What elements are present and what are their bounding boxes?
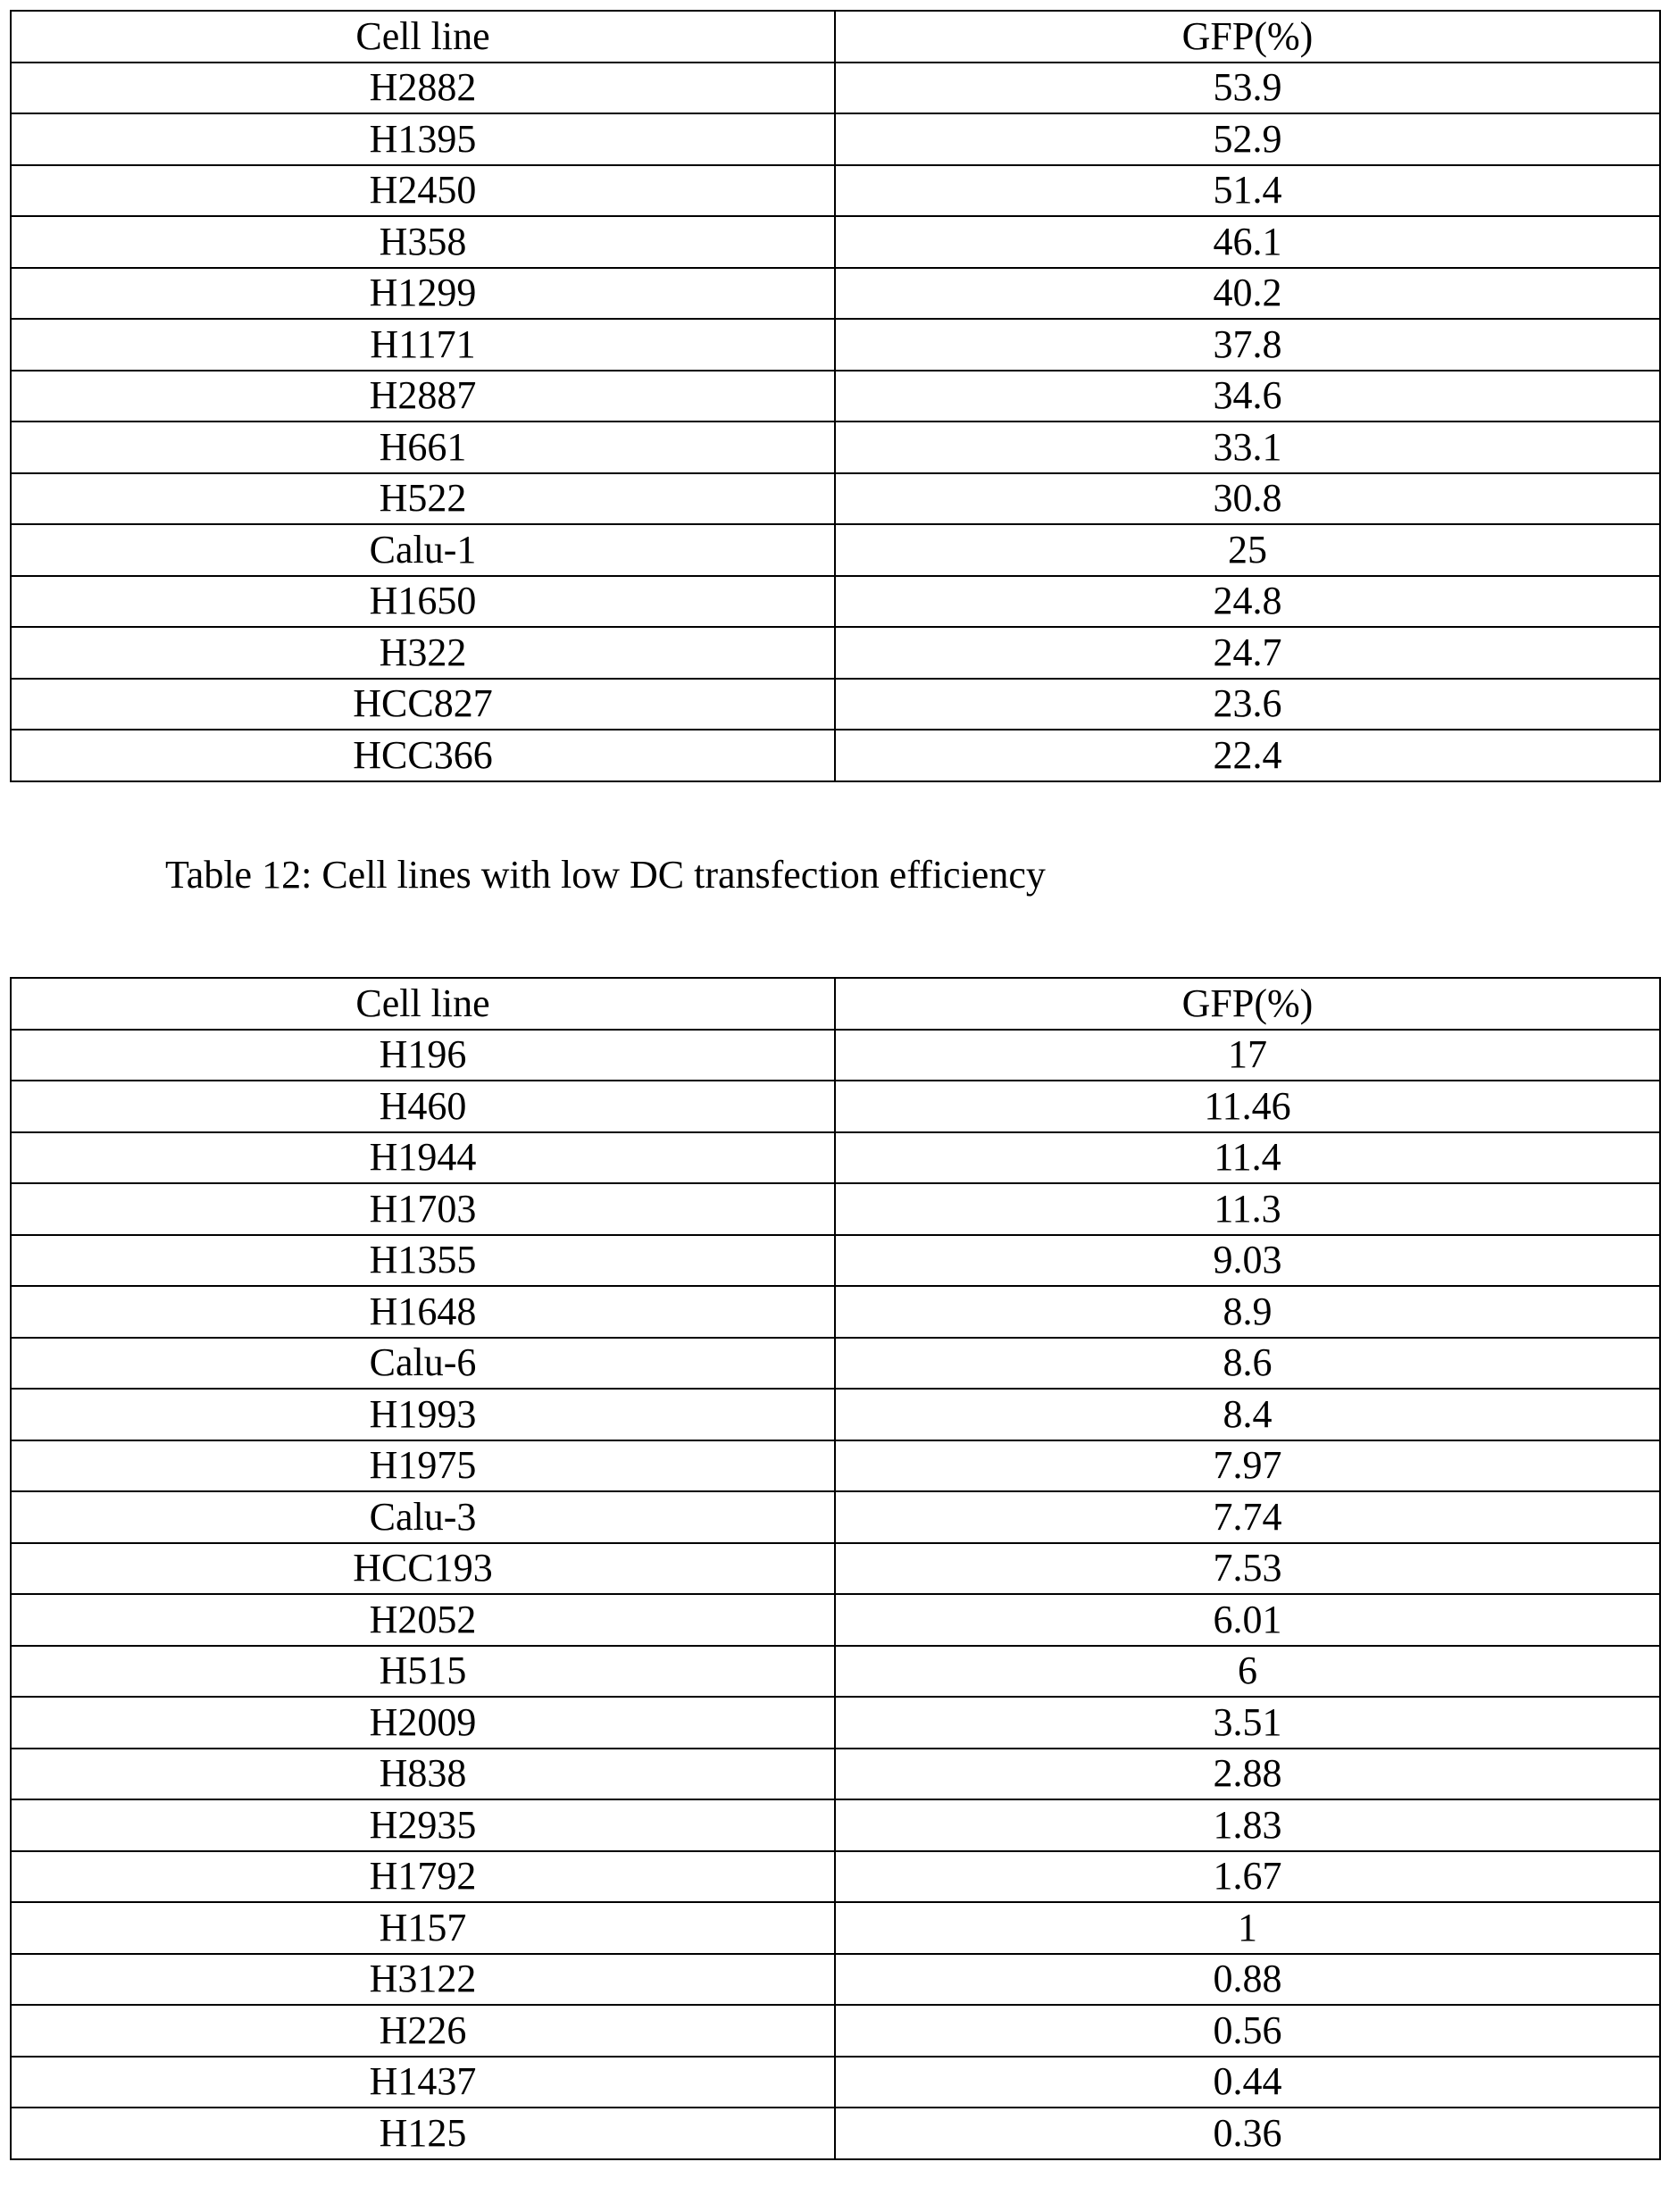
gfp-value: 37.8 [835,319,1660,371]
gfp-value: 7.97 [835,1440,1660,1492]
gfp-value: 0.56 [835,2005,1660,2057]
table-row [11,2005,1660,2057]
table-row [11,1954,1660,2006]
gfp-value: 1 [835,1902,1660,1954]
gfp-value: 6.01 [835,1594,1660,1646]
gfp-value: 7.74 [835,1491,1660,1543]
cell-line-value: HCC827 [11,679,835,730]
gfp-value: 6 [835,1646,1660,1698]
table-row [11,216,1660,268]
table-row [11,1286,1660,1338]
cell-line-value: H2882 [11,63,835,114]
table-row [11,473,1660,525]
high-efficiency-table [10,10,1661,782]
gfp-value: 30.8 [835,473,1660,525]
gfp-value: 11.4 [835,1132,1660,1184]
cell-line-value: Calu-1 [11,524,835,576]
cell-line-value: H1437 [11,2057,835,2108]
cell-line-value: Calu-6 [11,1338,835,1390]
gfp-value: 17 [835,1030,1660,1081]
table-row [11,422,1660,473]
table-row [11,1491,1660,1543]
gfp-value: 0.36 [835,2108,1660,2159]
table-row [11,1697,1660,1749]
table-row [11,1594,1660,1646]
cell-line-value: H1171 [11,319,835,371]
gfp-value: 40.2 [835,268,1660,320]
cell-line-value: H661 [11,422,835,473]
gfp-value: 7.53 [835,1543,1660,1595]
cell-line-value: H2887 [11,371,835,422]
gfp-value: 34.6 [835,371,1660,422]
column-header-cell-line: Cell line [11,978,835,1030]
cell-line-value: H226 [11,2005,835,2057]
column-header-gfp: GFP(%) [835,11,1660,63]
cell-line-value: H2935 [11,1799,835,1851]
gfp-value: 8.4 [835,1389,1660,1440]
cell-line-value: H2450 [11,165,835,217]
cell-line-value: H1703 [11,1183,835,1235]
table-header-row [11,11,1660,63]
gfp-value: 23.6 [835,679,1660,730]
table-row [11,1902,1660,1954]
table-row [11,319,1660,371]
high-efficiency-table-body [11,11,1660,781]
table-row [11,627,1660,679]
gfp-value: 22.4 [835,730,1660,781]
table-row [11,1235,1660,1287]
column-header-gfp: GFP(%) [835,978,1660,1030]
table-row [11,268,1660,320]
low-efficiency-table [10,977,1661,2160]
cell-line-value: H515 [11,1646,835,1698]
gfp-value: 0.44 [835,2057,1660,2108]
table-row [11,113,1660,165]
gfp-value: 0.88 [835,1954,1660,2006]
table-row [11,1183,1660,1235]
cell-line-value: H1792 [11,1851,835,1903]
cell-line-value: H125 [11,2108,835,2159]
table-caption: Table 12: Cell lines with low DC transfection efficiency [165,853,1046,897]
cell-line-value: H522 [11,473,835,525]
cell-line-value: H1944 [11,1132,835,1184]
table-row [11,165,1660,217]
gfp-value: 33.1 [835,422,1660,473]
table-row [11,730,1660,781]
gfp-value: 24.7 [835,627,1660,679]
cell-line-value: H3122 [11,1954,835,2006]
cell-line-value: H157 [11,1902,835,1954]
table-row [11,1132,1660,1184]
table-row [11,524,1660,576]
cell-line-value: H196 [11,1030,835,1081]
low-efficiency-table-body [11,978,1660,2159]
cell-line-value: H1299 [11,268,835,320]
table-row [11,1389,1660,1440]
cell-line-value: H358 [11,216,835,268]
table-row [11,1030,1660,1081]
table-header-row [11,978,1660,1030]
gfp-value: 2.88 [835,1749,1660,1800]
cell-line-value: H838 [11,1749,835,1800]
cell-line-value: H322 [11,627,835,679]
table-row [11,1440,1660,1492]
table-row [11,1646,1660,1698]
gfp-value: 51.4 [835,165,1660,217]
cell-line-value: H460 [11,1081,835,1132]
cell-line-value: H1993 [11,1389,835,1440]
cell-line-value: H2052 [11,1594,835,1646]
table-row [11,576,1660,628]
gfp-value: 25 [835,524,1660,576]
table-row [11,1749,1660,1800]
table-row [11,1543,1660,1595]
cell-line-value: H1975 [11,1440,835,1492]
table-row [11,2108,1660,2159]
gfp-value: 9.03 [835,1235,1660,1287]
table-row [11,1081,1660,1132]
table-row [11,63,1660,114]
gfp-value: 52.9 [835,113,1660,165]
gfp-value: 3.51 [835,1697,1660,1749]
gfp-value: 8.6 [835,1338,1660,1390]
gfp-value: 1.83 [835,1799,1660,1851]
gfp-value: 53.9 [835,63,1660,114]
gfp-value: 1.67 [835,1851,1660,1903]
cell-line-value: H1395 [11,113,835,165]
gfp-value: 24.8 [835,576,1660,628]
gfp-value: 8.9 [835,1286,1660,1338]
cell-line-value: HCC193 [11,1543,835,1595]
column-header-cell-line: Cell line [11,11,835,63]
cell-line-value: H1650 [11,576,835,628]
table-row [11,2057,1660,2108]
table-row [11,371,1660,422]
gfp-value: 46.1 [835,216,1660,268]
gfp-value: 11.3 [835,1183,1660,1235]
cell-line-value: HCC366 [11,730,835,781]
table-row [11,1851,1660,1903]
cell-line-value: Calu-3 [11,1491,835,1543]
cell-line-value: H1355 [11,1235,835,1287]
gfp-value: 11.46 [835,1081,1660,1132]
cell-line-value: H2009 [11,1697,835,1749]
table-row [11,1338,1660,1390]
cell-line-value: H1648 [11,1286,835,1338]
table-row [11,1799,1660,1851]
table-row [11,679,1660,730]
